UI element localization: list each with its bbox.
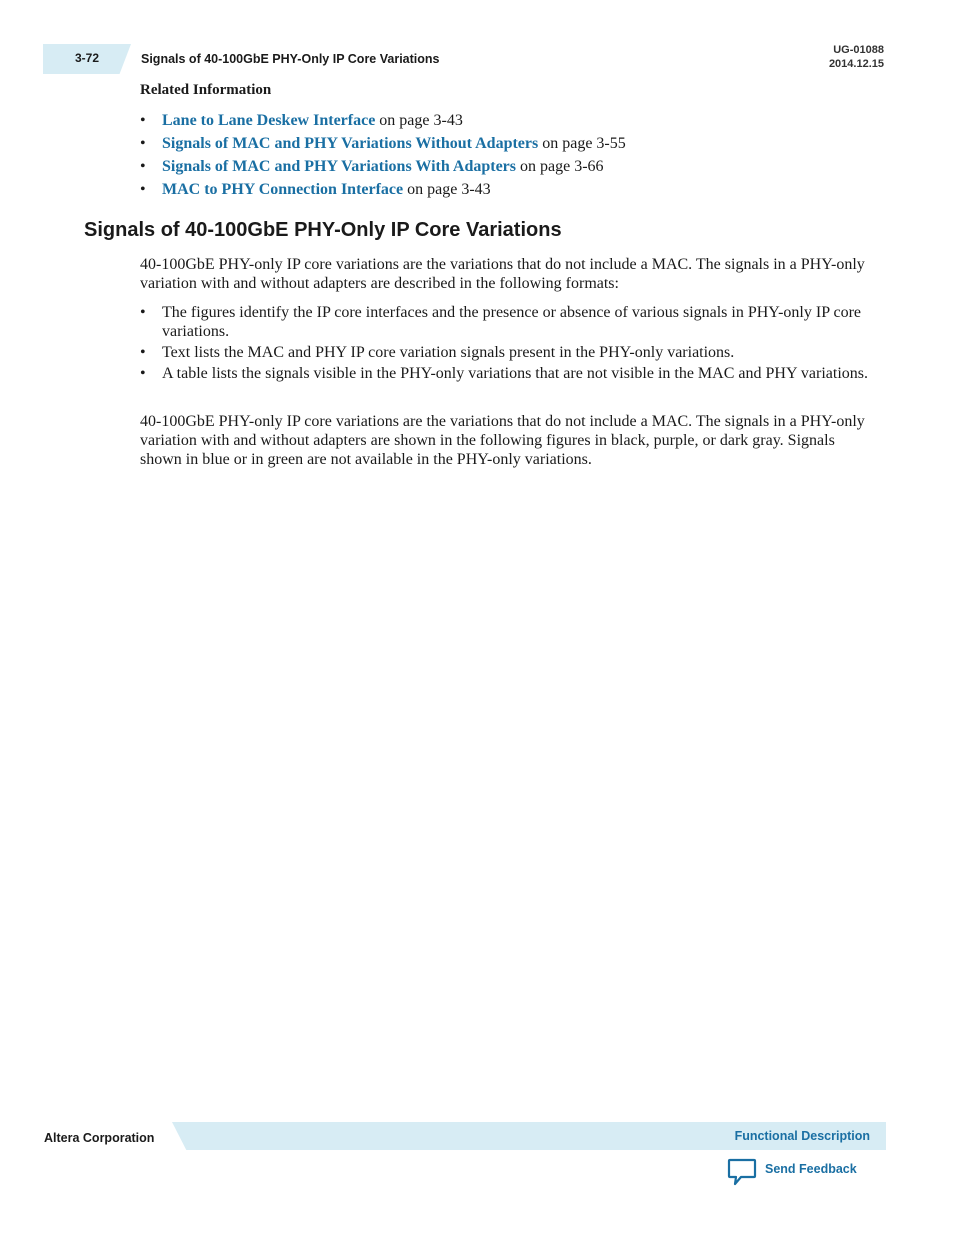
related-link[interactable]: Signals of MAC and PHY Variations Without Adapters bbox=[162, 135, 539, 152]
document-date: 2014.12.15 bbox=[828, 58, 884, 70]
list-item bbox=[140, 303, 875, 341]
list-item bbox=[140, 364, 875, 383]
page-reference: on page 3-55 bbox=[538, 135, 626, 152]
list-item bbox=[140, 343, 875, 362]
related-item bbox=[140, 111, 626, 134]
page-reference: on page 3-66 bbox=[516, 158, 604, 175]
related-item bbox=[140, 157, 626, 180]
intro-text: 40-100GbE PHY-only IP core variations are the variations that do not include a MAC. The signals in a PHY-only variation with and without adapters are described in the following formats: bbox=[140, 256, 865, 292]
page-number: 3-72 bbox=[75, 51, 100, 65]
bullet: • bbox=[140, 181, 146, 198]
bullet: • bbox=[140, 135, 146, 152]
footer-company: Altera Corporation bbox=[44, 1131, 155, 1145]
bullet: • bbox=[140, 112, 146, 129]
list-item-text: Text lists the MAC and PHY IP core variation signals present in the PHY-only variations. bbox=[162, 344, 735, 361]
send-feedback-button[interactable] bbox=[727, 1158, 857, 1186]
list-item-text: The figures identify the IP core interfaces and the presence or absence of various signals in PHY-only IP core variations. bbox=[162, 304, 862, 340]
send-feedback-label: Send Feedback bbox=[765, 1162, 857, 1176]
bullet: • bbox=[140, 344, 146, 361]
related-link[interactable]: Lane to Lane Deskew Interface bbox=[162, 112, 376, 129]
bullet: • bbox=[140, 304, 146, 321]
closing-text: 40-100GbE PHY-only IP core variations are the variations that do not include a MAC. The signals in a PHY-only variation with and without adapters are shown in the following figures in black, purple, or dark gray. Signals shown in blue or in green are not available in the PHY-only variations. bbox=[140, 413, 865, 468]
speech-bubble-icon bbox=[727, 1158, 757, 1186]
bullet: • bbox=[140, 365, 146, 382]
related-link[interactable]: MAC to PHY Connection Interface bbox=[162, 181, 404, 198]
closing-paragraph bbox=[140, 412, 875, 469]
related-item bbox=[140, 134, 626, 157]
section-heading: Signals of 40-100GbE PHY-Only IP Core Variations bbox=[84, 219, 562, 241]
list-item-text: A table lists the signals visible in the PHY-only variations that are not visible in the MAC and PHY variations. bbox=[162, 365, 868, 382]
related-information-heading: Related Information bbox=[140, 82, 272, 98]
related-information-list bbox=[140, 111, 626, 203]
formats-list bbox=[140, 303, 875, 385]
page-reference: on page 3-43 bbox=[403, 181, 491, 198]
page-reference: on page 3-43 bbox=[375, 112, 463, 129]
bullet: • bbox=[140, 158, 146, 175]
related-item bbox=[140, 180, 626, 203]
document-id: UG-01088 bbox=[833, 44, 884, 56]
related-link[interactable]: Signals of MAC and PHY Variations With Adapters bbox=[162, 158, 516, 175]
intro-paragraph bbox=[140, 255, 875, 293]
running-header-title: Signals of 40-100GbE PHY-Only IP Core Variations bbox=[141, 52, 440, 66]
footer-chapter-link[interactable]: Functional Description bbox=[734, 1129, 870, 1143]
